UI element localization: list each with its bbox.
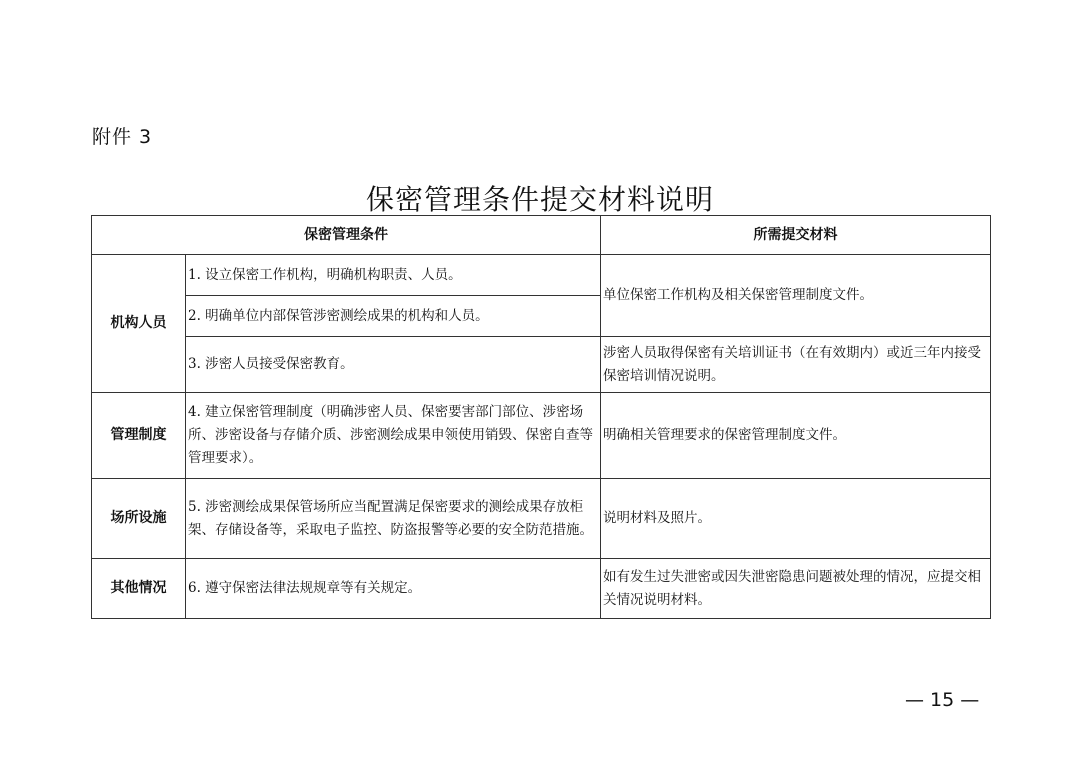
material-cell: 明确相关管理要求的保密管理制度文件。 [601,393,991,479]
category-cell: 其他情况 [92,559,186,619]
table-row [92,559,991,619]
condition-cell: 1. 设立保密工作机构，明确机构职责、人员。 [186,255,601,296]
material-cell: 涉密人员取得保密有关培训证书（在有效期内）或近三年内接受保密培训情况说明。 [601,337,991,393]
condition-cell: 3. 涉密人员接受保密教育。 [186,337,601,393]
attachment-label: 附件 3 [92,126,153,148]
condition-cell: 5. 涉密测绘成果保管场所应当配置满足保密要求的测绘成果存放柜架、存储设备等，采取电子监控、防盗报警等必要的安全防范措施。 [186,479,601,559]
table-row [92,337,991,393]
table-row [92,479,991,559]
header-conditions: 保密管理条件 [92,216,601,255]
category-cell: 机构人员 [92,255,186,393]
material-cell: 单位保密工作机构及相关保密管理制度文件。 [601,255,991,337]
table-header-row [92,216,991,255]
material-cell: 说明材料及照片。 [601,479,991,559]
materials-table [91,215,991,619]
material-cell: 如有发生过失泄密或因失泄密隐患问题被处理的情况，应提交相关情况说明材料。 [601,559,991,619]
page-number: — 15 — [905,689,980,711]
condition-cell: 4. 建立保密管理制度（明确涉密人员、保密要害部门部位、涉密场所、涉密设备与存储介质、涉密测绘成果申领使用销毁、保密自查等管理要求）。 [186,393,601,479]
category-cell: 管理制度 [92,393,186,479]
document-title: 保密管理条件提交材料说明 [365,183,714,216]
condition-cell: 6. 遵守保密法律法规规章等有关规定。 [186,559,601,619]
header-materials: 所需提交材料 [601,216,991,255]
table-row [92,393,991,479]
table-row [92,255,991,296]
category-cell: 场所设施 [92,479,186,559]
condition-cell: 2. 明确单位内部保管涉密测绘成果的机构和人员。 [186,296,601,337]
